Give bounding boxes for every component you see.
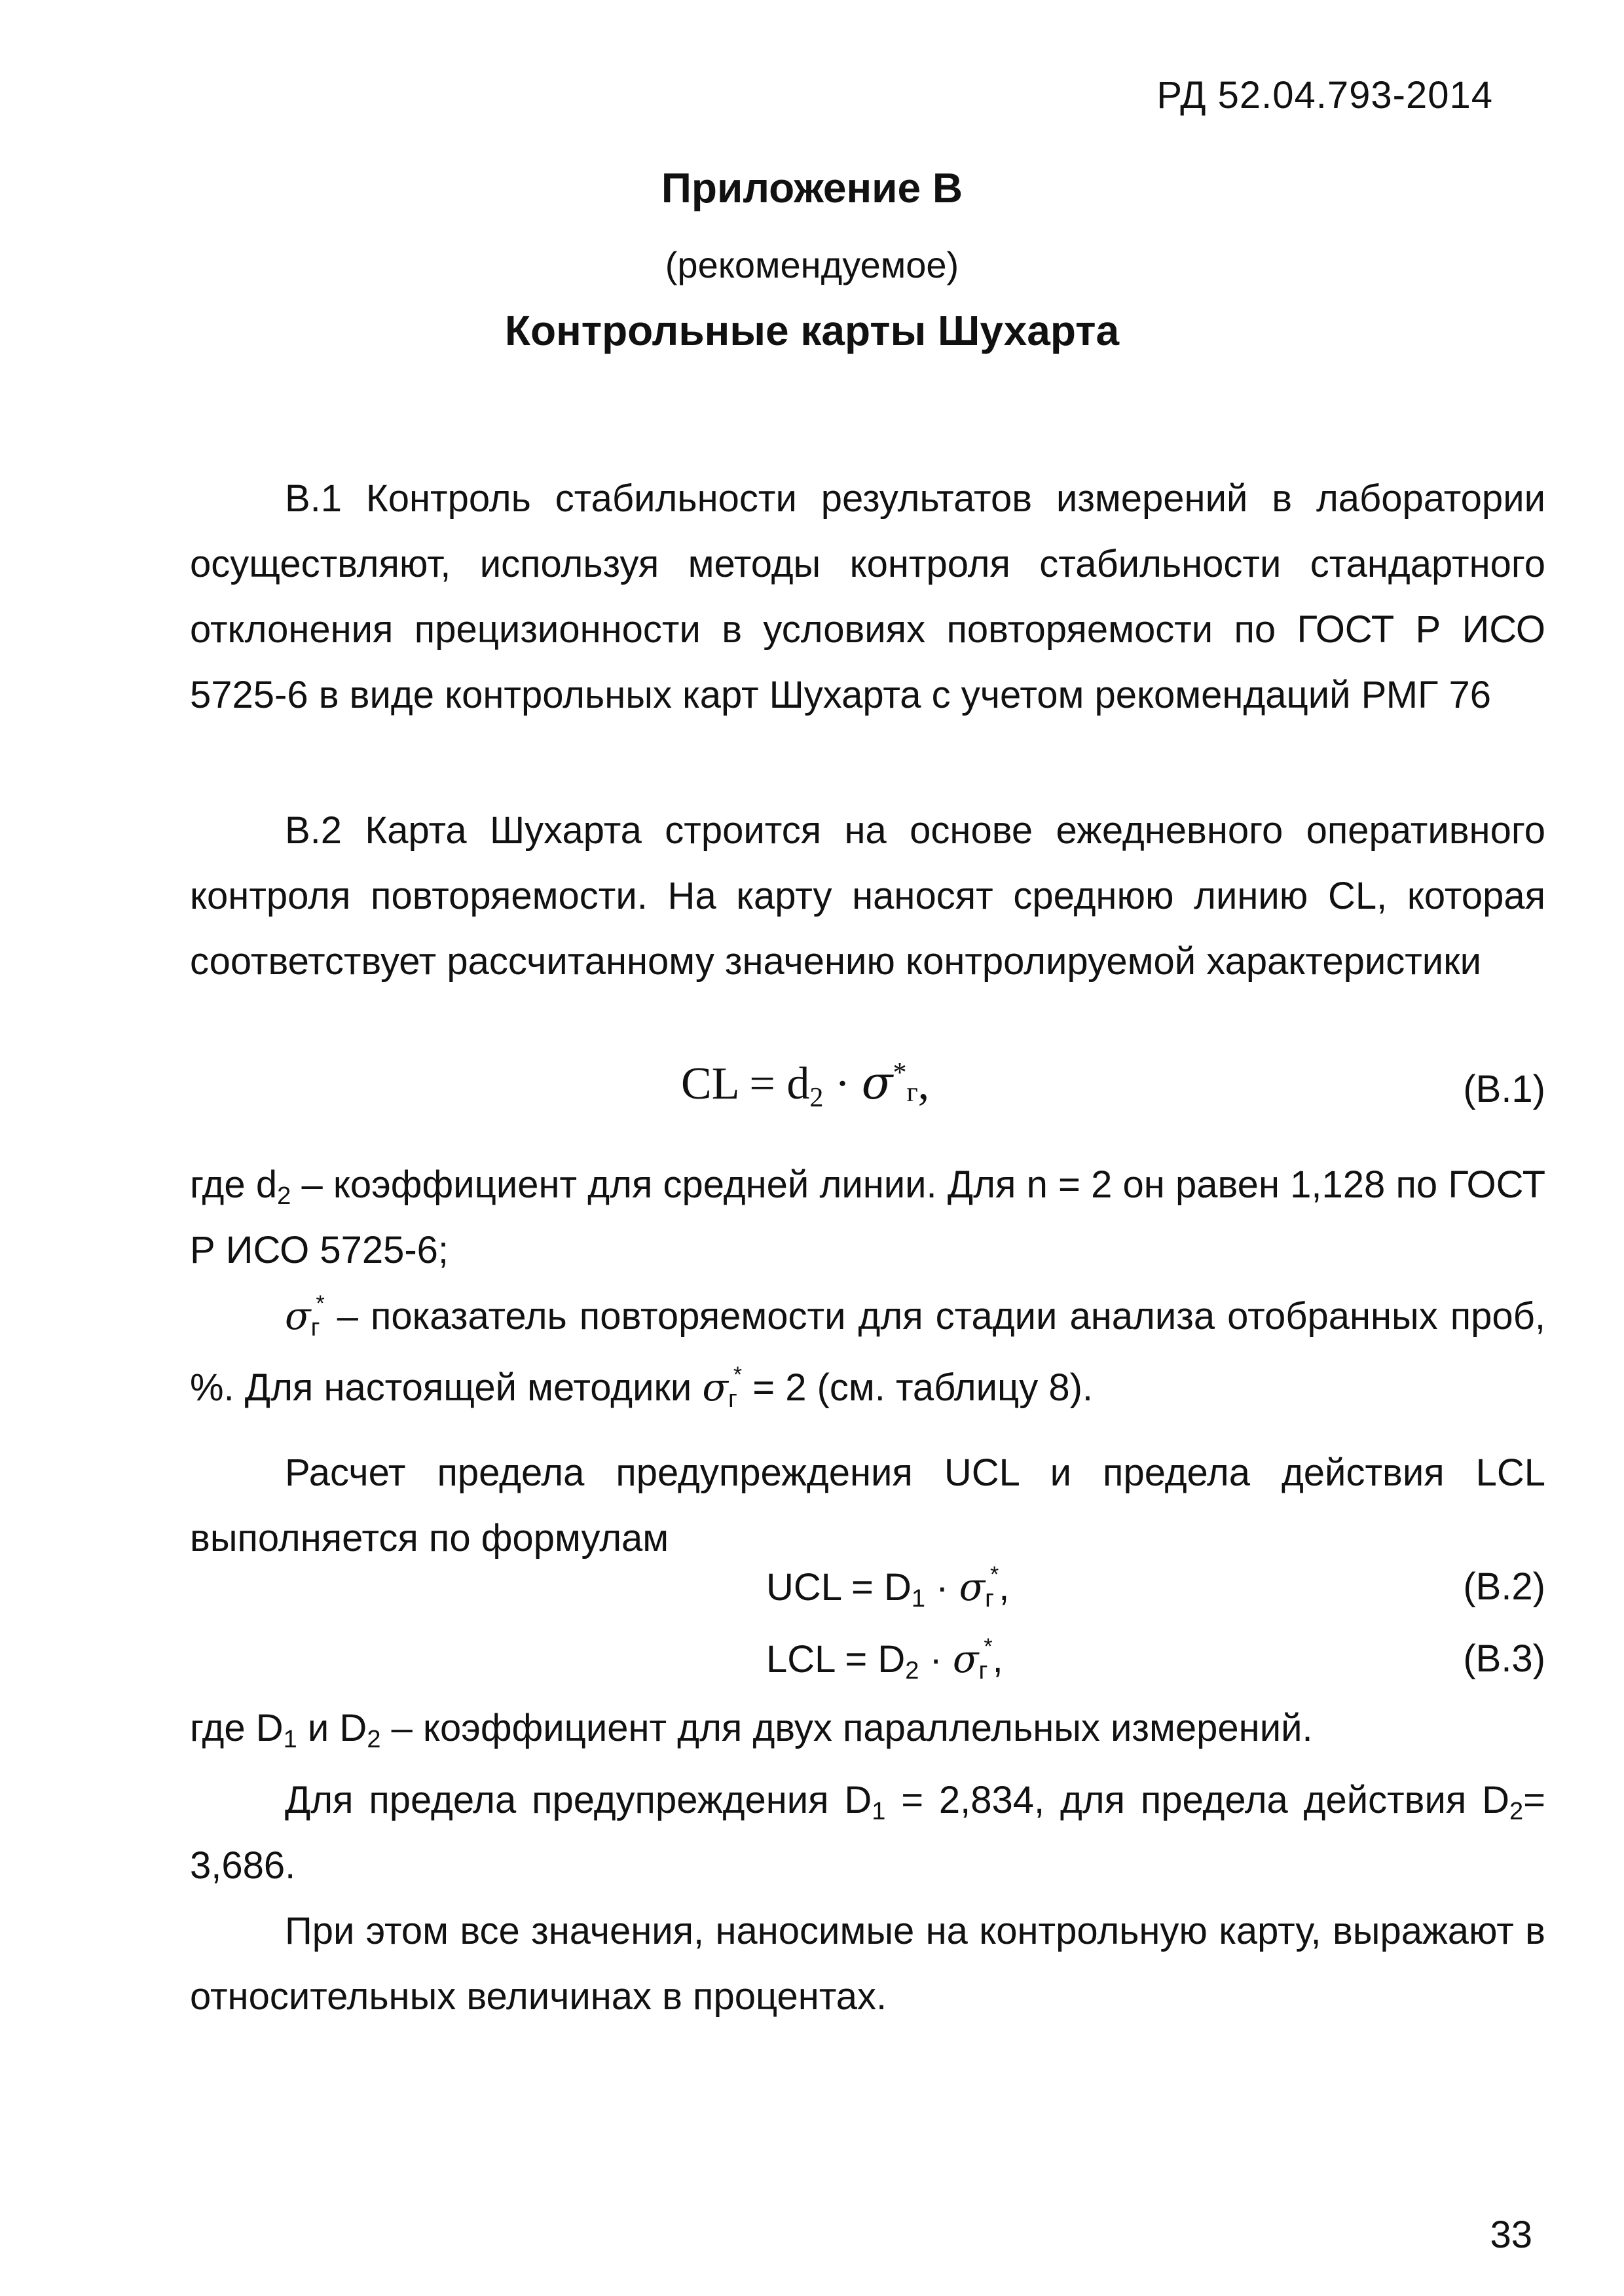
annex-heading: Контрольные карты Шухарта xyxy=(504,307,1120,354)
sigma-pre: – показатель повторяемости для стадии анализа отобранных проб, %. Для настоящей методики xyxy=(190,1295,1545,1409)
formula-ucl-comma: , xyxy=(999,1566,1010,1609)
sigma-star: * xyxy=(316,1291,325,1316)
equation-number-b2: (В.2) xyxy=(1463,1565,1545,1608)
formula-cl-r: г xyxy=(906,1078,918,1108)
equation-number-b3: (В.3) xyxy=(1463,1637,1545,1680)
values-a: Для предела предупреждения D xyxy=(285,1779,872,1821)
where-D-sub1: 1 xyxy=(283,1726,297,1753)
sigma-symbol-2: σ xyxy=(702,1365,728,1410)
formula-ucl-sub: 1 xyxy=(911,1585,926,1613)
paragraph-b1: В.1 Контроль стабильности результатов измерений в лаборатории осуществляют, используя методы контроля стабильности стандартного отклонения прецизионности в условиях повторяемости по ГОСТ Р ИСО 5725-6 в виде контрольных карт Шухарта с учетом рекомендаций РМГ 76 xyxy=(190,477,1545,716)
sigma-sub-2: г xyxy=(728,1385,737,1413)
formula-cl-sigma: σ xyxy=(861,1056,893,1110)
formula-lcl-star: * xyxy=(984,1634,993,1659)
paragraph-conclusion: При этом все значения, наносимые на контрольную карту, выражают в относительных величинах в процентах. xyxy=(190,1910,1545,2018)
sigma-symbol: σ xyxy=(285,1294,311,1338)
annex-title: Приложение В xyxy=(661,164,963,211)
where-D-a: где D xyxy=(190,1707,284,1749)
formula-ucl-r: г xyxy=(985,1585,995,1613)
formula-lcl xyxy=(766,1634,1003,1685)
sigma-star-2: * xyxy=(733,1362,743,1387)
formula-cl-lhs: CL = d xyxy=(681,1059,810,1109)
formula-lcl-sigma: σ xyxy=(952,1637,979,1681)
page-number: 33 xyxy=(1490,2214,1532,2256)
where-D-c: – коэффициент для двух параллельных измерений. xyxy=(380,1707,1313,1749)
where-d2-sub: 2 xyxy=(277,1182,291,1210)
formula-cl-sub: 2 xyxy=(809,1083,824,1113)
formula-lcl-sub: 2 xyxy=(905,1657,919,1685)
values-c: = 3,686. xyxy=(190,1779,1545,1887)
values-sub1: 1 xyxy=(872,1798,886,1825)
paragraph-ucl-lcl: Расчет предела предупреждения UCL и предела действия LCL выполняется по формулам xyxy=(190,1451,1545,1559)
sigma-post: = 2 (см. таблицу 8). xyxy=(742,1366,1094,1409)
where-d2-pre: где d xyxy=(190,1163,278,1206)
where-D-b: и D xyxy=(297,1707,367,1749)
paragraph-where-d2 xyxy=(190,1152,1545,1283)
formula-lcl-lhs: LCL = D xyxy=(766,1638,906,1681)
values-sub2: 2 xyxy=(1509,1798,1524,1825)
values-b: = 2,834, для предела действия D xyxy=(885,1779,1509,1821)
formula-ucl-dot: · xyxy=(925,1566,959,1609)
paragraph-b2: В.2 Карта Шухарта строится на основе ежедневного оперативного контроля повторяемости. На карту наносят среднюю линию CL, которая соответствует рассчитанному значению контролируемой характеристики xyxy=(190,809,1545,983)
annex-subtitle: (рекомендуемое) xyxy=(665,244,959,285)
formula-cl-star: * xyxy=(893,1058,907,1088)
formula-cl-comma: , xyxy=(917,1059,930,1109)
where-d2-text: – коэффициент для средней линии. Для n = 2 он равен 1,128 по ГОСТ Р ИСО 5725-6; xyxy=(190,1163,1545,1271)
where-D-sub2: 2 xyxy=(367,1726,381,1753)
paragraph-D-values xyxy=(190,1768,1545,1899)
formula-ucl xyxy=(766,1562,1010,1613)
formula-lcl-comma: , xyxy=(992,1638,1003,1681)
formula-ucl-sigma: σ xyxy=(959,1565,986,1609)
paragraph-where-D xyxy=(190,1696,1545,1761)
formula-cl-dot: · xyxy=(823,1059,862,1109)
formula-ucl-lhs: UCL = D xyxy=(766,1566,912,1609)
formula-ucl-star: * xyxy=(990,1562,999,1587)
paragraph-sigma xyxy=(190,1283,1545,1426)
formula-cl xyxy=(681,1056,930,1113)
equation-number-b1: (В.1) xyxy=(1463,1068,1545,1110)
formula-lcl-r: г xyxy=(978,1657,988,1685)
document-code: РД 52.04.793-2014 xyxy=(1156,74,1493,117)
formula-lcl-dot: · xyxy=(919,1638,953,1681)
sigma-sub: г xyxy=(310,1314,320,1341)
